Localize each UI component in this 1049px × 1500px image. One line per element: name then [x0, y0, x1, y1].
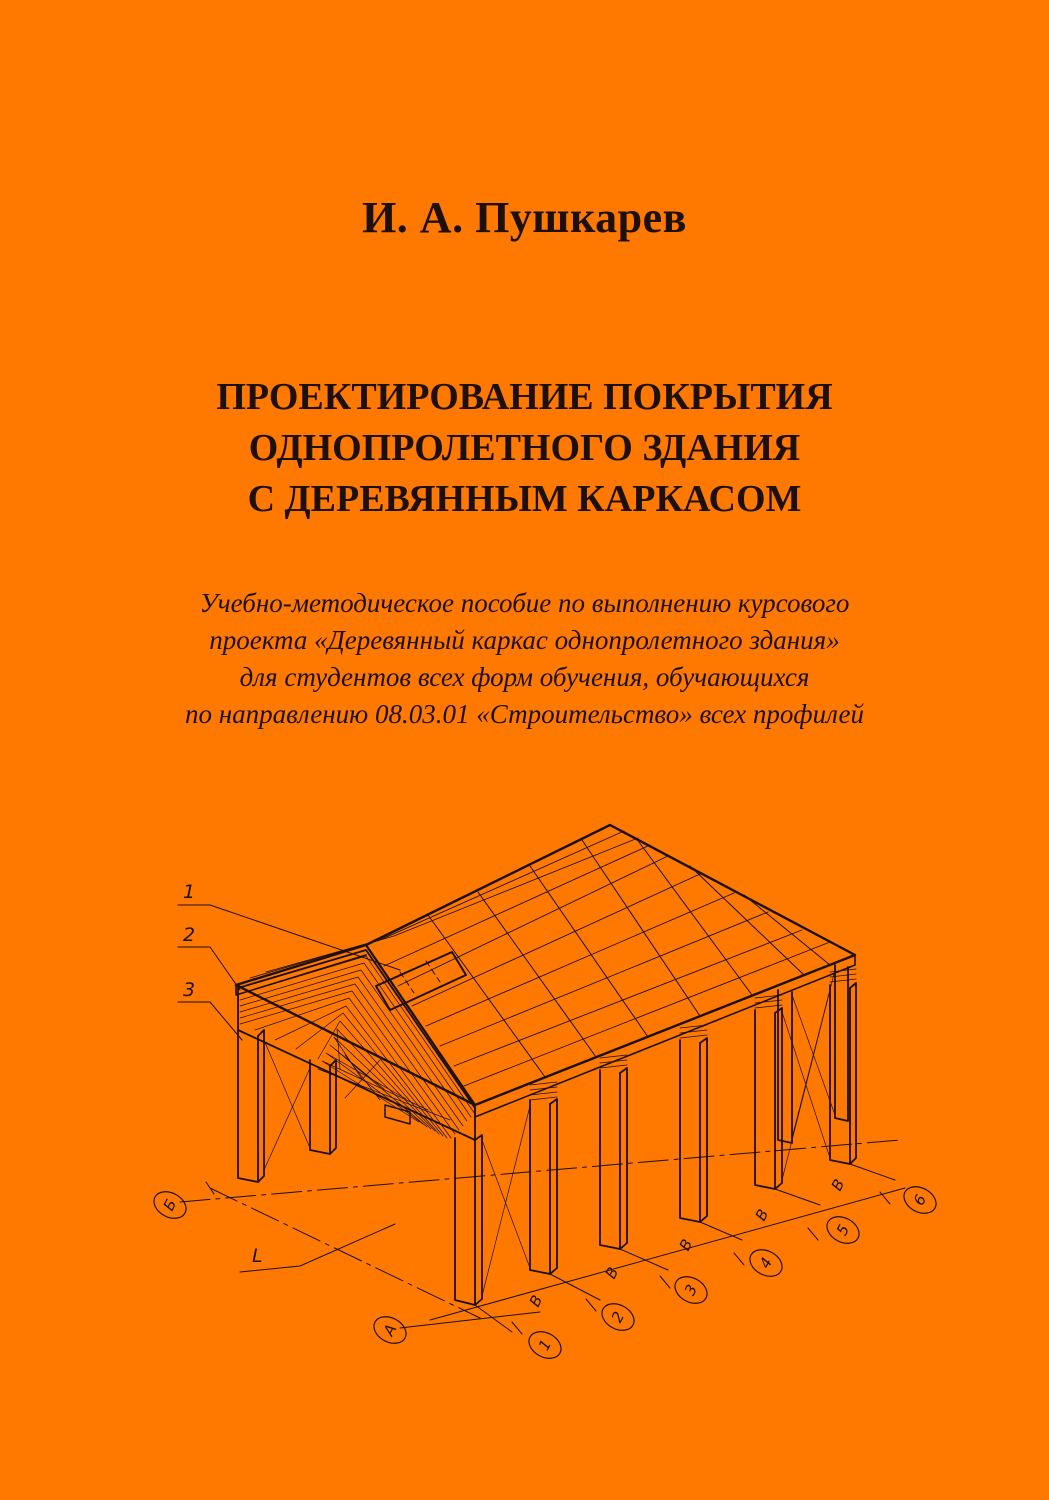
subtitle-line: по направлению 08.03.01 «Строительство» всех профилей	[184, 699, 865, 729]
subtitle-line: проекта «Деревянный каркас однопролетного здания»	[209, 625, 840, 655]
subtitle-line: Учебно-методическое пособие по выполнению курсового	[199, 588, 850, 618]
bay-label: В	[601, 1264, 623, 1282]
book-title	[0, 372, 1049, 525]
column-axis-labels	[535, 1192, 930, 1354]
book-subtitle	[0, 585, 1049, 733]
title-line: ПРОЕКТИРОВАНИЕ ПОКРЫТИЯ	[216, 376, 833, 418]
author-name: И. А. Пушкарев	[362, 193, 687, 242]
column-axis-label: 1	[534, 1336, 556, 1354]
callout-labels	[183, 881, 195, 1001]
subtitle-line: для студентов всех форм обучения, обучающихся	[239, 662, 810, 692]
callout-label: 2	[183, 924, 196, 946]
columns	[238, 965, 856, 1305]
bay-label: В	[525, 1292, 547, 1310]
title-line: С ДЕРЕВЯННЫМ КАРКАСОМ	[247, 478, 802, 520]
row-axis-label: Б	[159, 1196, 181, 1214]
column-axis-label: 5	[832, 1221, 854, 1239]
callout-label: 3	[183, 979, 196, 1001]
span-label: L	[252, 1245, 263, 1267]
column-axis-label: 4	[755, 1254, 777, 1272]
bay-label: В	[751, 1206, 773, 1224]
title-line: ОДНОПРОЛЕТНОГО ЗДАНИЯ	[248, 427, 801, 469]
column-axis-label: 6	[909, 1191, 931, 1209]
callout-label: 1	[183, 881, 196, 903]
building-frame-illustration	[0, 800, 1049, 1400]
bay-label: В	[827, 1176, 849, 1194]
column-axis-label: 2	[607, 1308, 629, 1326]
isometric-frame-drawing	[0, 800, 1049, 1400]
bay-label: В	[675, 1236, 697, 1254]
row-axis-label: А	[379, 1321, 401, 1339]
column-axis-label: 3	[680, 1281, 702, 1299]
